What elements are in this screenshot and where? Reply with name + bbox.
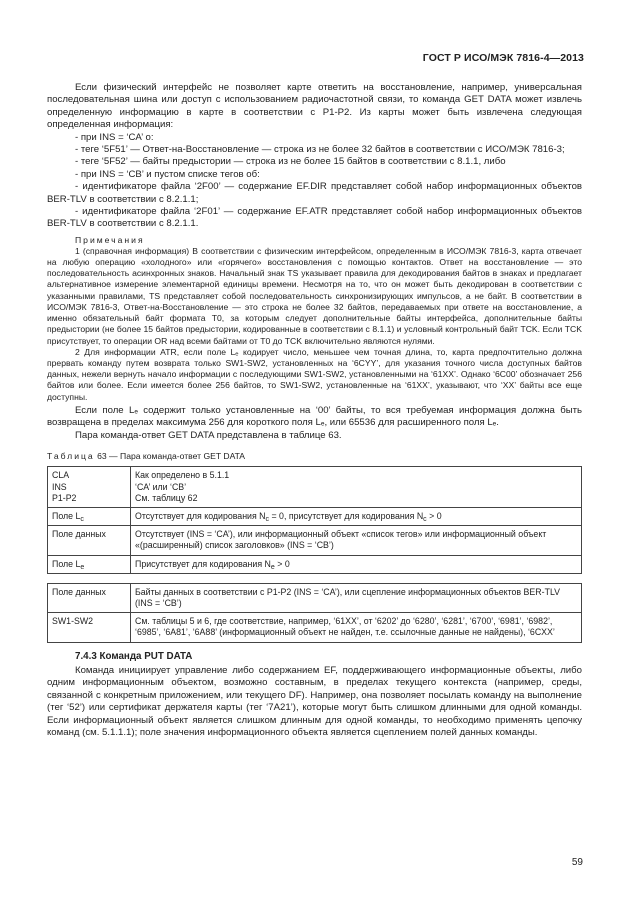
table-cell-key: SW1-SW2 xyxy=(48,613,131,642)
note-1: 1 (справочная информация) В соответствии с физическим интерфейсом, определенным в ИСО/МЭК 7816-3, карта отвечает на любую операцию «холодного» или «горячего» восстановления с помощью контактов. Ответ на восстановление — это последовательность асинхронных знаков. Начальный знак TS указывает правила для декодирования байтов в знаках и предлагает альтернативное измерение элементарной единицы времени. Несмотря на то, что он может быть декодирован в соответствии с указанными правилами, TS представляет собой последовательность синхронизирующих импульсов, а не байт. В соответствии в ИСО/МЭК 7816-3, Ответ-на-Восстановление — это строка не более 32 байтов, передаваемых при ответе на восстановление, а именно обязательный байт формата T0, за которым следует дополнительные байты интерфейса, дополнительные байты предыстории (не более 15 байтов предыстории, кодированные в соответствии с 8.1.1) и условный контрольный байт TCK. Если TCK присутствует, то операции OR над всеми байтами от T0 до TCK включительно являются нулями. xyxy=(47,245,582,346)
table-cell-key: Поле данных xyxy=(48,583,131,612)
table-caption xyxy=(47,450,582,462)
table-row xyxy=(48,467,582,508)
table-cell-key: Поле $L_e$ xyxy=(48,555,131,573)
list-item: - идентификаторе файла ‘2F01’ — содержание EF.ATR представляет собой набор информационных объектов BER-TLV в соответствии с 8.2.1.1. xyxy=(47,206,582,230)
table-row xyxy=(48,507,582,525)
table-row xyxy=(48,526,582,555)
table-row xyxy=(48,613,582,642)
list-item: - идентификаторе файла ‘2F00’ — содержание EF.DIR представляет собой набор информационных объектов BER-TLV в соответствии с 8.2.1.1; xyxy=(47,181,582,205)
le-paragraph: Если поле Lₑ содержит только установленные на ‘00’ байты, то вся требуемая информация должна быть возвращена в пределах максимума 256 для короткого поля Lₑ, или 65536 для расширенного поля Lₑ. xyxy=(47,404,582,429)
document-body xyxy=(47,82,582,739)
table-cell-value: Отсутствует (INS = ‘CA’), или информационный объект «список тегов» или информационный объект «(расширенный) список заголовков» (INS = ‘CB’) xyxy=(131,526,582,555)
table-caption-label: Таблица xyxy=(47,450,95,461)
note-2: 2 Для информации ATR, если поле Lₑ кодирует число, меньшее чем точная длина, то, карта предпочтительно должна прервать команду путем возврата только SW1-SW2, установленных на ‘6CYY’, для указания точного числа доступных байтов данных, нежели вернуть начало информации с последующими SW1-SW2, установленными на ‘61XX’. Однако ‘6C00’ обозначает 256 байтов или более. Если имеется более 256 байтов, то SW1-SW2, установленные на ‘61XX’, указывают, что ‘XX’ байты все еще доступны. xyxy=(47,346,582,402)
notes-heading: Примечания xyxy=(75,234,145,245)
section-heading: 7.4.3 Команда PUT DATA xyxy=(75,650,193,662)
table-cell-key: CLA INS P1-P2 xyxy=(48,467,131,508)
table-row xyxy=(48,583,582,612)
list-item: - теге ‘5F52’ — байты предыстории — строка из не более 15 байтов в соответствии с 8.1.1, либо xyxy=(75,156,506,168)
running-header: ГОСТ Р ИСО/МЭК 7816-4—2013 xyxy=(422,52,584,64)
page-number: 59 xyxy=(571,857,583,868)
command-table xyxy=(47,466,582,573)
table-caption-text: 63 — Пара команда-ответ GET DATA xyxy=(97,450,246,461)
table-cell-value: См. таблицы 5 и 6, где соответствие, например, ‘61XX’, от ‘6202’ до ‘6280’, ‘6281’, ‘6700’, ‘6981’, ‘6982’, ‘6985’, ‘6A81’, ‘6A88’ (информационный объект не найден, т.е. ссылочные данные не найдены), ‘6CXX’ xyxy=(131,613,582,642)
table-cell-value: Как определено в 5.1.1 ‘CA’ или ‘CB’ См. таблицу 62 xyxy=(131,467,582,508)
table-row xyxy=(48,555,582,573)
table-cell-value: Отсутствует для кодирования $N_c = 0$, присутствует для кодирования $N_c > 0$ xyxy=(131,507,582,525)
table-cell-key: Поле $L_c$ xyxy=(48,507,131,525)
table-reference-paragraph: Пара команда-ответ GET DATA представлена в таблице 63. xyxy=(75,429,342,441)
list-item: - при INS = ‘CB’ и пустом списке тегов об: xyxy=(75,168,260,180)
table-cell-value: Байты данных в соответствии с P1-P2 (INS = ‘CA’), или сцепление информационных объектов BER-TLV (INS = ‘CB’) xyxy=(131,583,582,612)
table-cell-key: Поле данных xyxy=(48,526,131,555)
list-item: - теге ‘5F51’ — Ответ-на-Восстановление — строка из не более 32 байтов в соответствии с ИСО/МЭК 7816-3; xyxy=(75,144,565,156)
response-table xyxy=(47,583,582,643)
info-list xyxy=(47,132,582,231)
list-item: - при INS = ‘CA’ о: xyxy=(75,131,154,143)
table-cell-value: Присутствует для кодирования $N_e > 0$ xyxy=(131,555,582,573)
section-paragraph: Команда инициирует управление либо содержанием EF, поддерживающего информационные объекты, либо одним информационным объектом, возможно составным, в пределах текущего контекста (например, среды, связанной с конкретным приложением, или текущего DF). Например, она позволяет посылать команду на выполнение (тег ‘52’) или сертификат держателя карты (тег ‘7A21’), которые могут быть слишком длинными для одной команды. Если информационный объект является слишком длинным для одной команды, то необходимо применять цепочку команд (см. 5.1.1.1); поле значения информационного объекта является сцеплением полей данных команды. xyxy=(47,664,582,739)
intro-paragraph: Если физический интерфейс не позволяет карте ответить на восстановление, например, универсальная последовательная шина или доступ с использованием радиочастотной связи, то команда GET DATA может извлечь определенную информацию в карте в соответствии с P1-P2. Из карты может быть извлечена следующая определенная информация: xyxy=(47,82,582,131)
